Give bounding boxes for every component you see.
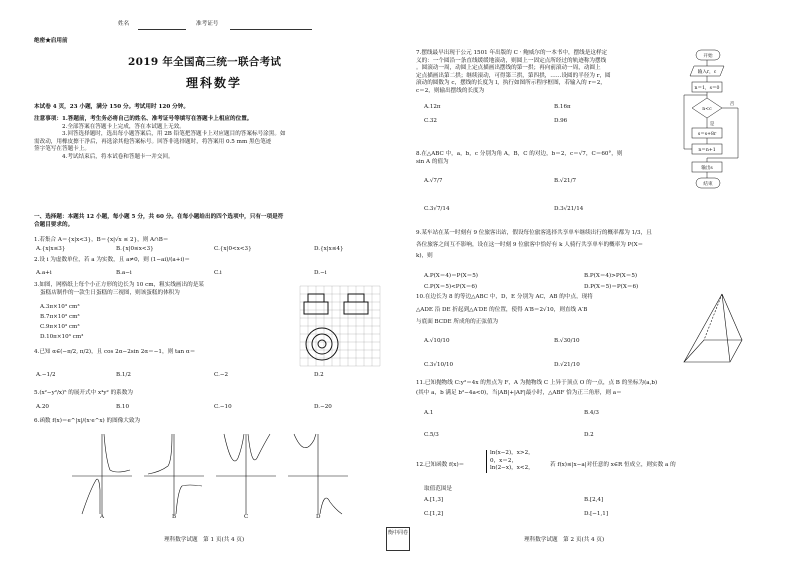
q3-stem-2: 蛋糕店制作的一款生日蛋糕的三视图，则该蛋糕的体积为	[40, 290, 180, 296]
footer-left: 理科数学试题 第 1 页(共 4 页)	[164, 537, 245, 543]
q10-opt-d: D.√21/10	[554, 362, 580, 368]
section-heading-line: 合题目要求的。	[34, 221, 74, 228]
three-view-figure	[300, 286, 382, 368]
q8-opt-c: C.3√7/14	[424, 206, 450, 212]
q1-opt-b: B.{x|0≤x<3}	[116, 246, 154, 252]
q4-opt-a: A.−1/2	[36, 372, 56, 378]
flow-no: 否	[729, 102, 735, 107]
pyramid-figure	[680, 290, 760, 372]
q9-line: k)，则	[416, 253, 433, 260]
name-field-line	[138, 29, 186, 30]
q9-opt-d: D.P(X＝5)＝P(X＝6)	[584, 284, 639, 290]
exam-subject: 理科数学	[186, 76, 243, 90]
q3-opt-c: C.9π×10³ cm³	[40, 324, 80, 330]
q6-label-a: A	[100, 514, 105, 520]
q6-stem: 6.函数 f(x)＝e^|x|/(x·e^x) 的图像大致为	[34, 418, 141, 424]
notes-block	[34, 116, 286, 162]
q11-stem	[416, 380, 657, 397]
q2-opt-a: A.a+i	[36, 270, 52, 276]
q12-stem-b: 若 f(x)≤|x−a|对任意的 x∈R 恒成立，则实数 a 的	[550, 462, 676, 468]
q10-line: △ADE 沿 DE 折起到△A′DE 的位置，使得 A′B＝2√10，则直线 A′B	[416, 306, 588, 313]
q7-opt-d: D.96	[554, 118, 568, 124]
q10-line: 10.在边长为 8 的等边△ABC 中，D，E 分别为 AC，AB 的中点，现将	[416, 294, 593, 300]
graph-c	[216, 434, 276, 514]
flow-end: 结束	[703, 182, 713, 187]
q6-label-d: D	[316, 514, 321, 520]
q12-opt-a: A.[1,3]	[424, 497, 444, 503]
q5-opt-d: D.−20	[314, 404, 332, 410]
q6-graphs	[70, 430, 350, 514]
section-heading	[34, 214, 283, 229]
q7-opt-a: A.12π	[424, 104, 441, 110]
q10-opt-c: C.3√10/10	[424, 362, 454, 368]
q8-line: sin A 的值为	[416, 158, 449, 165]
q2-opt-b: B.a−i	[116, 270, 132, 276]
q7-line: 定点描画出第二拱；继续滚动，可得第三拱，第四拱，……设圆的半径为 r，圆	[416, 72, 611, 79]
q6-label-b: B	[172, 514, 177, 520]
q7-line: 。圆滚动一周，动圆上定点描画出摆线的第一拱；再向前滚动一周，动圆上	[416, 65, 601, 72]
q10-opt-a: A.√10/10	[424, 338, 450, 344]
ticket-label: 准考证号	[196, 21, 219, 27]
q11-line: (其中 a，b 满足 b²−4a<0)，当|AB|+|AF|最小时，△ABF 恰为正三角形，则 a＝	[416, 389, 622, 396]
q7-opt-b: B.16π	[554, 104, 571, 110]
flow-step-n: n＝n+1	[698, 148, 716, 153]
graph-a	[72, 434, 132, 514]
flow-yes: 是	[709, 122, 715, 127]
flow-start: 开始	[703, 54, 713, 59]
grid-lines	[300, 286, 380, 366]
flow-input: 输入r，c	[697, 70, 717, 75]
q11-opt-d: D.2	[584, 432, 594, 438]
q3-opt-d: D.10π×10³ cm³	[40, 334, 84, 340]
q1-opt-a: A.{x|x≤3}	[36, 246, 66, 252]
q5-opt-a: A.20	[36, 404, 49, 410]
q12-stem-c: 取值范围是	[424, 486, 452, 492]
q2-opt-c: C.i	[214, 270, 222, 276]
q5-opt-b: B.10	[116, 404, 130, 410]
q9-opt-c: C.P(X＝5)<P(X＝6)	[424, 284, 478, 290]
q8-opt-a: A.√7/7	[424, 178, 443, 184]
q6-label-c: C	[244, 514, 249, 520]
q7-line: 义的：一个圆沿一条直线缓缓地滚动，则圆上一固定点所经过的轨迹称为摆线	[416, 57, 607, 64]
q12-cases	[486, 450, 534, 473]
q11-line: 11.已知抛物线 C:y²＝4x 的焦点为 F，A 为抛物线 C 上异于顶点 O 的一点，点 B 的坐标为(a,b)	[416, 380, 658, 386]
q7-line: c＝2，则输出摆线的长度为	[416, 87, 485, 94]
q3-opt-a: A.3π×10³ cm³	[40, 304, 80, 310]
section-heading-line: 一、选择题：本题共 12 小题，每小题 5 分，共 60 分。在每小题给出的四个选项中，只有一项是符	[34, 214, 284, 220]
q4-opt-b: B.1/2	[116, 372, 131, 378]
flow-cond: n<c	[702, 107, 712, 112]
q8-opt-b: B.√21/7	[554, 178, 577, 184]
q12-stem-a: 12.已知函数 f(x)＝	[416, 462, 465, 468]
q7-opt-c: C.32	[424, 118, 437, 124]
q8-stem	[416, 151, 622, 166]
q5-opt-c: C.−10	[214, 404, 232, 410]
q11-opt-b: B.4/3	[584, 410, 599, 416]
graph-d	[288, 434, 348, 514]
q9-opt-a: A.P(X＝4)＝P(X＝5)	[424, 273, 478, 279]
q1-stem: 1.若集合 A＝{x|x<3}，B＝{x|√x ≤ 2}，则 A∩B＝	[34, 237, 169, 243]
note-line: 2.全部答案在答题卡上完成，答在本试题上无效。	[62, 123, 185, 130]
flow-init: n＝1，s＝0	[694, 86, 720, 91]
q9-line: 9.某车站在某一时刻有 9 位旅客出站，假设每位旅客选择共享单车继续出行的概率都为 1/3，且	[416, 230, 652, 236]
q11-opt-a: A.1	[424, 410, 434, 416]
q12-opt-c: C.[1,2]	[424, 511, 444, 517]
ticket-field-line	[230, 29, 312, 30]
q9-opt-b: B.P(X＝4)>P(X＝5)	[584, 273, 638, 279]
q10-line: 与底面 BCDE 所成角的正弦值为	[416, 319, 499, 326]
q2-opt-d: D.−i	[314, 270, 327, 276]
brand-logo: 衡中同卷	[386, 527, 410, 551]
note-line: 注意事项：1.答题前，考生务必将自己的姓名、准考证号等填写在答题卡上相应的位置。	[34, 116, 253, 122]
note-line: 4.考试结束后，将本试卷和答题卡一并交回。	[62, 153, 174, 160]
q8-opt-d: D.3√21/14	[554, 206, 584, 212]
intro-text: 本试卷 4 页，23 小题，满分 150 分。考试用时 120 分钟。	[34, 104, 189, 110]
q12-opt-d: D.[−1,1]	[584, 511, 609, 517]
q12-case: ln(2−x)，x<2，	[490, 465, 534, 472]
exam-title: 2019 年全国高三统一联合考试	[128, 56, 282, 68]
q10-opt-b: B.√30/10	[554, 338, 580, 344]
flow-step-s: s＝s+8r	[697, 132, 717, 137]
note-line: 需改动，用橡皮擦干净后，再选涂其他答案标号。回答非选择题时，将答案用 0.5 mm 黑色笔迹	[34, 138, 272, 145]
note-line: 3.回答选择题时，选出每小题答案后，用 2B 铅笔把答题卡上对应题目的答案标号涂黑。如	[62, 131, 286, 138]
q4-opt-d: D.2	[314, 372, 324, 378]
secret-mark: 绝密★启用前	[34, 38, 68, 44]
q2-stem: 2.设 i 为虚数单位，若 a 为实数，且 a≠0，则 (1−ai)/(a+i)＝	[34, 257, 191, 263]
q3-stem-1: 3.如图，网格纸上每个小正方形的边长为 10 cm，粗实线画出的是某	[34, 282, 204, 288]
note-line: 签字笔写在答题卡上。	[34, 146, 90, 153]
q12-case: 0，x＝2，	[490, 457, 518, 464]
q4-stem: 4.已知 α∈(−π/2, π/2)，且 cos 2α−2sin 2α＝−1，则 tan α＝	[34, 349, 196, 355]
q12-opt-b: B.[2,4]	[584, 497, 604, 503]
footer-right: 理科数学试题 第 2 页(共 4 页)	[524, 537, 605, 543]
q10-stem	[416, 294, 593, 327]
q8-line: 8.在△ABC 中，a，b，c 分别为角 A，B，C 的对边，b＝2，c＝√7，C＝60°，则	[416, 151, 623, 157]
q12-case: ln(x−2)，x>2，	[490, 450, 534, 456]
q4-opt-c: C.−2	[214, 372, 229, 378]
q7-line: 滚动的圆数为 c，摆线的长度为 l，执行如图所示程序框图，若输入的 r＝2，	[416, 80, 606, 87]
q1-opt-d: D.{x|x≤4}	[314, 246, 344, 252]
graph-b	[144, 434, 204, 514]
q5-stem: 5.(x²−y²/x)⁵ 的展开式中 x⁴y² 的系数为	[34, 390, 133, 396]
flowchart	[682, 48, 752, 194]
q11-opt-c: C.5/3	[424, 432, 439, 438]
q3-opt-b: B.7π×10³ cm³	[40, 314, 80, 320]
q9-line: 各位旅客之间互不影响，设在这一时刻 9 位旅客中恰好有 k 人骑行共享单车的概率为 P(X＝	[416, 241, 644, 248]
name-label: 姓名	[118, 21, 130, 27]
q7-line: 7.摆线最早出现于公元 1501 年出版的 C · 鲍威尔的一本书中，摆线是这样定	[416, 50, 608, 56]
q7-stem	[416, 50, 611, 96]
q1-opt-c: C.{x|0<x<3}	[214, 246, 252, 252]
q9-stem	[416, 230, 652, 261]
flow-output: 输出s	[701, 166, 713, 171]
